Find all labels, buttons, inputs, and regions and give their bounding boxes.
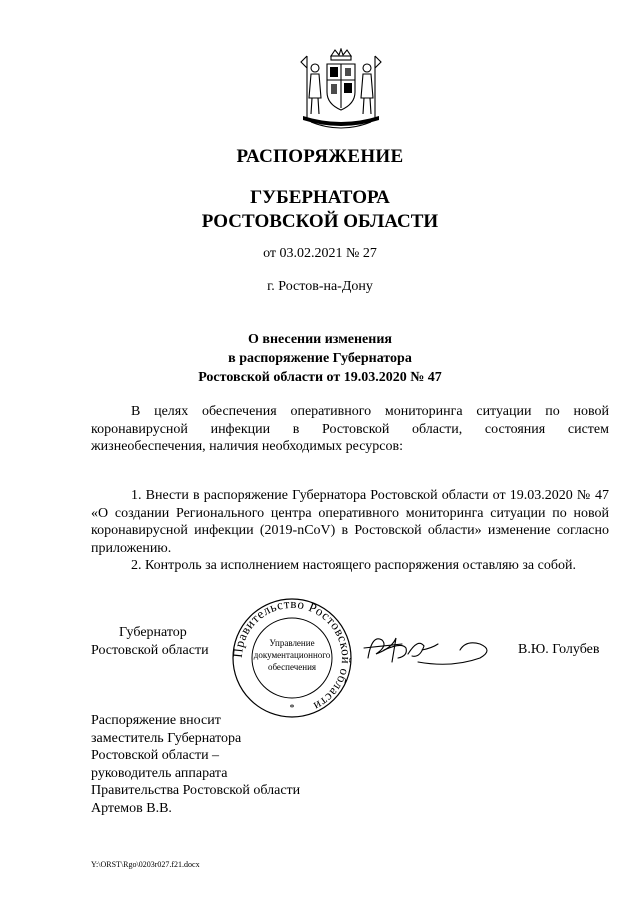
subject-line-3: Ростовской области от 19.03.2020 № 47 (198, 370, 442, 385)
body-preamble (91, 403, 609, 456)
body-items (91, 487, 609, 575)
stamp-outer-text: Правительство Ростовской области (229, 596, 355, 715)
submitter-line-6: Артемов В.В. (91, 800, 172, 816)
official-stamp (229, 596, 355, 720)
document-date-number: от 03.02.2021 № 27 (263, 246, 377, 261)
issuer-line-1: ГУБЕРНАТОРА (250, 187, 390, 208)
stamp-star: * (289, 703, 295, 714)
issuer-title (0, 186, 640, 234)
item-2-text: 2. Контроль за исполнением настоящего распоряжения оставляю за собой. (131, 558, 576, 573)
submitter-line-3: Ростовской области – (91, 748, 220, 763)
submitter-line-4: руководитель аппарата (91, 765, 228, 781)
issuer-line-2: РОСТОВСКОЙ ОБЛАСТИ (201, 211, 439, 232)
document-city: г. Ростов-на-Дону (267, 279, 373, 294)
signatory-position (91, 624, 209, 660)
signatory-name: В.Ю. Голубев (518, 642, 600, 657)
document-subject (0, 330, 640, 387)
document-type-title: РАСПОРЯЖЕНИЕ (236, 146, 404, 167)
submitter-line-1: Распоряжение вносит (91, 713, 221, 728)
stamp-inner-line-2: документационного (253, 650, 331, 660)
preamble-text: В целях обеспечения оперативного мониторинга ситуации по новой коронавирусной инфекции в Ростовской области, состояния систем жизнеобеспечения, наличия необходимых ресурсов: (91, 404, 609, 454)
signatory-position-line-2: Ростовской области (91, 643, 209, 658)
coat-of-arms-icon (297, 48, 385, 134)
signatory-position-line-1: Губернатор (119, 625, 187, 640)
handwritten-signature (362, 628, 494, 670)
submitter-line-2: заместитель Губернатора (91, 730, 242, 746)
stamp-inner-line-3: обеспечения (267, 662, 317, 672)
stamp-inner-line-1: Управление (269, 638, 315, 648)
subject-line-1: О внесении изменения (248, 332, 392, 347)
subject-line-2: в распоряжение Губернатора (228, 351, 412, 366)
submitter-block (91, 712, 300, 817)
file-path-footer: Y:\ORST\Rgo\0203r027.f21.docx (91, 860, 200, 869)
item-1-text: 1. Внести в распоряжение Губернатора Ростовской области от 19.03.2020 № 47 «О создании Регионального центра оперативного мониторинга ситуации по новой коронавирусной инфекции (2019-nCoV) в Ростовской области» изменение согласно приложению. (91, 488, 609, 556)
submitter-line-5: Правительства Ростовской области (91, 783, 301, 798)
